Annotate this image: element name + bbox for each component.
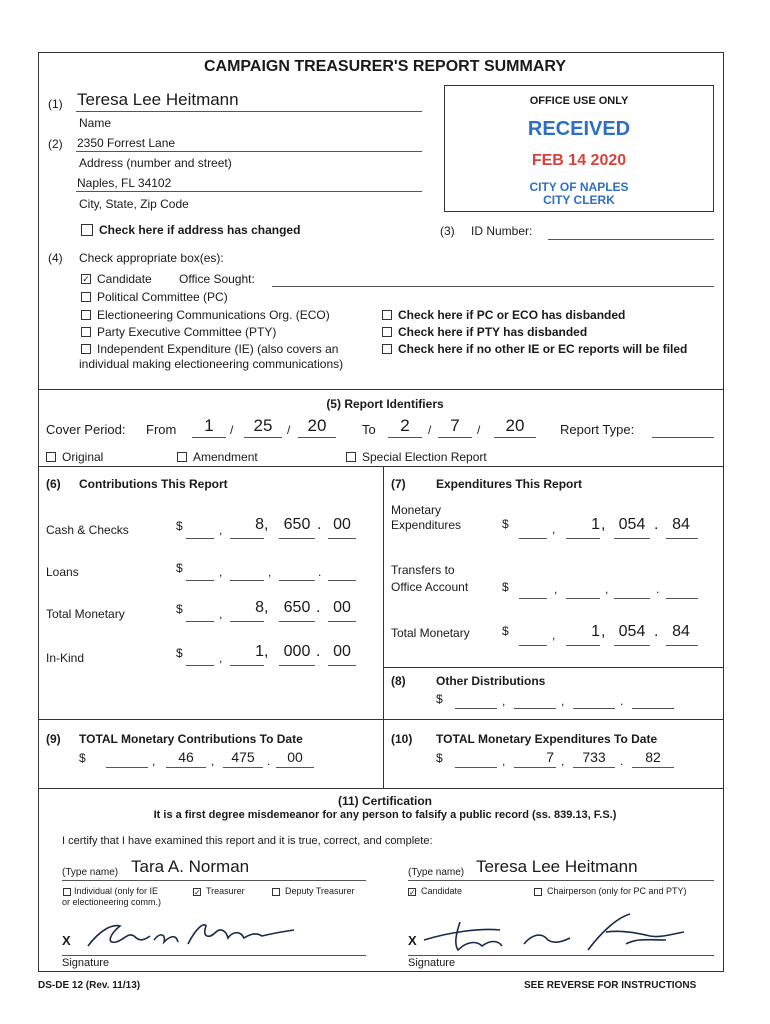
loans-dot: . <box>318 565 322 579</box>
transfers-units-line[interactable] <box>614 598 650 599</box>
cash-cents[interactable]: 00 <box>333 516 351 533</box>
section-2-number: (2) <box>48 137 63 151</box>
individual-label-1: Individual (only for IE <box>74 886 159 896</box>
address-line <box>76 151 422 152</box>
other-dist-currency: $ <box>436 692 443 706</box>
name-label: Name <box>79 116 112 130</box>
pc-eco-disbanded-label: Check here if PC or ECO has disbanded <box>398 308 626 322</box>
inkind-currency: $ <box>176 646 183 660</box>
right-name-line <box>408 880 714 881</box>
candidate-signature <box>420 910 710 958</box>
pc-checkbox[interactable] <box>81 292 91 302</box>
to-day-line <box>438 437 472 438</box>
loans-thousands-line[interactable] <box>230 580 264 581</box>
other-distributions-heading: Other Distributions <box>436 674 546 688</box>
left-signature-line[interactable] <box>62 955 366 956</box>
exp-total-millions-line[interactable] <box>519 645 547 646</box>
from-year[interactable]: 20 <box>307 416 327 435</box>
report-type-label: Report Type: <box>560 422 635 437</box>
left-name-line <box>62 880 366 881</box>
expenditures-heading: Expenditures This Report <box>436 477 583 491</box>
from-year-line <box>298 437 336 438</box>
treasurer-signature <box>80 912 320 958</box>
deputy-treasurer-checkbox[interactable] <box>272 888 280 896</box>
left-signature-x: X <box>62 933 71 948</box>
to-label: To <box>362 422 376 437</box>
city-line <box>76 191 422 192</box>
from-label: From <box>146 422 177 437</box>
contributions-heading: Contributions This Report <box>79 477 228 491</box>
exp-total-cents[interactable]: 84 <box>672 623 690 640</box>
divider-section-9 <box>38 719 724 720</box>
cash-comma: , <box>219 523 223 537</box>
no-other-ie-checkbox[interactable] <box>382 344 392 354</box>
section-6-number: (6) <box>46 477 61 491</box>
contrib-total-currency: $ <box>176 602 183 616</box>
exp-total-thousands-line <box>566 645 600 646</box>
to-slash-1: / <box>428 423 432 437</box>
total-exp-currency: $ <box>436 751 443 765</box>
stamp-received: RECEIVED <box>527 118 631 140</box>
total-contrib-dot: . <box>267 754 271 768</box>
from-day[interactable]: 25 <box>253 416 273 435</box>
total-contrib-units[interactable]: 475 <box>231 749 255 765</box>
from-month[interactable]: 1 <box>204 416 214 435</box>
inkind-millions-line[interactable] <box>186 665 214 666</box>
name-value[interactable]: Teresa Lee Heitmann <box>77 90 239 109</box>
section-8-number: (8) <box>391 674 406 688</box>
deputy-treasurer-label: Deputy Treasurer <box>285 886 355 896</box>
exp-cents[interactable]: 84 <box>672 516 690 533</box>
other-dist-comma: , <box>502 694 506 708</box>
office-sought-label: Office Sought: <box>179 272 255 286</box>
cash-dot: . <box>317 516 322 533</box>
original-label: Original <box>62 450 104 464</box>
exp-currency: $ <box>502 517 509 531</box>
exp-total-label: Total Monetary <box>391 626 470 640</box>
exp-total-comma: , <box>552 628 556 642</box>
exp-total-units-line <box>614 645 650 646</box>
treasurer-name[interactable]: Tara A. Norman <box>131 857 250 876</box>
check-boxes-label: Check appropriate box(es): <box>79 251 224 265</box>
ie-label-line2: individual making electioneering communications) <box>79 357 344 371</box>
candidate-name[interactable]: Teresa Lee Heitmann <box>476 857 638 876</box>
exp-thousands[interactable]: 1 <box>591 516 600 533</box>
exp-units[interactable]: 054 <box>618 516 646 533</box>
individual-label-2: or electioneering comm.) <box>62 897 162 907</box>
to-month[interactable]: 2 <box>400 416 410 435</box>
cash-currency: $ <box>176 519 183 533</box>
report-type-field[interactable] <box>652 437 714 438</box>
exp-total-cents-line <box>666 645 698 646</box>
transfers-label-2: Office Account <box>391 580 469 594</box>
address-changed-label: Check here if address has changed <box>99 223 301 237</box>
inkind-thousands-line <box>230 665 264 666</box>
individual-checkbox[interactable] <box>63 888 71 896</box>
certification-heading: (11) Certification <box>337 794 433 808</box>
contrib-total-thousands-line <box>230 621 264 622</box>
ie-label-line1: Independent Expenditure (IE) (also covers an <box>97 342 339 356</box>
pty-disbanded-checkbox[interactable] <box>382 327 392 337</box>
id-number-field[interactable] <box>548 239 714 240</box>
divider-section-6 <box>38 466 724 467</box>
contrib-total-units[interactable]: 650 <box>283 599 311 616</box>
exp-total-comma-2: , <box>601 623 606 640</box>
left-type-name-label: (Type name) <box>62 867 119 878</box>
total-exp-cents[interactable]: 82 <box>645 749 661 765</box>
total-contrib-cents[interactable]: 00 <box>287 749 303 765</box>
loans-label: Loans <box>46 565 79 579</box>
exp-total-thousands[interactable]: 1 <box>591 623 600 640</box>
cash-units-line <box>279 538 315 539</box>
cash-comma-2: , <box>264 516 269 533</box>
total-exp-thousands[interactable]: 7 <box>546 749 554 765</box>
total-exp-units-line <box>573 767 615 768</box>
total-exp-thousands-line <box>514 767 556 768</box>
total-contrib-thousands[interactable]: 46 <box>178 749 194 765</box>
to-month-line <box>388 437 422 438</box>
total-exp-millions-line[interactable] <box>455 767 497 768</box>
loans-comma: , <box>219 565 223 579</box>
id-number-label: ID Number: <box>471 224 533 238</box>
amendment-checkbox[interactable] <box>177 452 187 462</box>
to-year-line <box>494 437 536 438</box>
section-7-number: (7) <box>391 477 406 491</box>
pty-disbanded-label: Check here if PTY has disbanded <box>398 325 588 339</box>
address-value[interactable]: 2350 Forrest Lane <box>77 136 176 150</box>
section-10-number: (10) <box>391 732 413 746</box>
contrib-total-comma: , <box>219 607 223 621</box>
exp-comma-2: , <box>601 516 606 533</box>
loans-units-line[interactable] <box>279 580 315 581</box>
other-dist-comma-2: , <box>561 694 565 708</box>
total-contrib-thousands-line <box>166 767 206 768</box>
loans-currency: $ <box>176 561 183 575</box>
inkind-thousands[interactable]: 1 <box>255 643 264 660</box>
to-day[interactable]: 7 <box>450 416 460 435</box>
loans-millions-line[interactable] <box>186 580 214 581</box>
right-type-name-label: (Type name) <box>408 867 465 878</box>
exp-units-line <box>614 538 650 539</box>
candidate-label: Candidate <box>97 272 152 286</box>
inkind-comma-2: , <box>264 643 269 660</box>
from-month-line <box>192 437 226 438</box>
total-contrib-comma-2: , <box>211 754 215 768</box>
cover-period-label: Cover Period: <box>46 422 126 437</box>
total-contrib-units-line <box>223 767 263 768</box>
stamp-city: CITY OF NAPLES <box>529 180 629 194</box>
city-value[interactable]: Naples, FL 34102 <box>77 176 172 190</box>
inkind-units[interactable]: 000 <box>283 643 311 660</box>
cash-thousands-line <box>230 538 264 539</box>
sig-candidate-checkbox[interactable]: ✓ <box>409 888 416 897</box>
office-use-heading: OFFICE USE ONLY <box>529 95 629 107</box>
to-year[interactable]: 20 <box>505 416 525 435</box>
other-dist-thousands-line[interactable] <box>514 708 556 709</box>
contrib-total-dot: . <box>316 599 321 616</box>
form-id: DS-DE 12 (Rev. 11/13) <box>38 980 141 991</box>
right-signature-x: X <box>408 933 417 948</box>
total-exp-comma-2: , <box>561 754 565 768</box>
section-4-number: (4) <box>48 251 63 265</box>
transfers-comma: , <box>554 582 558 596</box>
contrib-total-thousands[interactable]: 8 <box>255 599 264 616</box>
stamp-date: FEB 14 2020 <box>531 152 627 169</box>
from-slash-1: / <box>230 423 234 437</box>
pty-checkbox[interactable] <box>81 327 91 337</box>
exp-cents-line <box>666 538 698 539</box>
address-changed-checkbox[interactable] <box>81 224 93 236</box>
amendment-label: Amendment <box>193 450 258 464</box>
cash-millions-line[interactable] <box>186 538 214 539</box>
right-signature-label: Signature <box>408 957 456 969</box>
cash-units[interactable]: 650 <box>283 516 311 533</box>
total-contributions-heading: TOTAL Monetary Contributions To Date <box>79 732 303 746</box>
contrib-total-millions-line[interactable] <box>186 621 214 622</box>
contrib-total-units-line <box>279 621 315 622</box>
special-election-checkbox[interactable] <box>346 452 356 462</box>
inkind-comma: , <box>219 651 223 665</box>
exp-millions-line[interactable] <box>519 538 547 539</box>
monetary-exp-label-2: Expenditures <box>391 518 462 532</box>
section-3-number: (3) <box>440 224 455 238</box>
to-slash-2: / <box>477 423 481 437</box>
form-title: CAMPAIGN TREASURER'S REPORT SUMMARY <box>203 58 567 75</box>
report-identifiers-heading: (5) Report Identifiers <box>326 397 444 411</box>
total-exp-comma: , <box>502 754 506 768</box>
section-1-number: (1) <box>48 97 63 111</box>
transfers-label-1: Transfers to <box>391 563 455 577</box>
left-signature-label: Signature <box>62 957 110 969</box>
certification-warning: It is a first degree misdemeanor for any person to falsify a public record (ss. 839.13, F.S.) <box>153 809 617 821</box>
transfers-thousands-line[interactable] <box>566 598 600 599</box>
ie-checkbox[interactable] <box>81 344 91 354</box>
contrib-total-cents-line <box>328 621 356 622</box>
office-sought-field[interactable] <box>272 286 714 287</box>
total-contrib-millions-line[interactable] <box>106 767 148 768</box>
name-line <box>76 111 422 112</box>
inkind-label: In-Kind <box>46 651 85 665</box>
pc-label: Political Committee (PC) <box>97 290 228 304</box>
divider-section-8 <box>383 667 724 668</box>
divider-section-11 <box>38 788 724 789</box>
total-contrib-cents-line <box>276 767 314 768</box>
right-signature-line[interactable] <box>408 955 714 956</box>
total-contrib-comma: , <box>152 754 156 768</box>
candidate-checkbox[interactable]: ✓ <box>82 274 90 284</box>
treasurer-checkbox[interactable]: ✓ <box>194 888 201 897</box>
eco-checkbox[interactable] <box>81 310 91 320</box>
no-other-ie-label: Check here if no other IE or EC reports will be filed <box>398 342 688 356</box>
special-election-label: Special Election Report <box>362 450 487 464</box>
loans-cents-line[interactable] <box>328 580 356 581</box>
other-dist-dot: . <box>620 694 624 708</box>
transfers-cents-line[interactable] <box>666 598 698 599</box>
transfers-millions-line[interactable] <box>519 598 547 599</box>
eco-label: Electioneering Communications Org. (ECO) <box>97 308 330 322</box>
total-exp-dot: . <box>620 754 624 768</box>
contrib-total-comma-2: , <box>264 599 269 616</box>
other-dist-millions-line[interactable] <box>455 708 497 709</box>
divider-section-5 <box>38 389 724 390</box>
cash-cents-line <box>328 538 356 539</box>
see-reverse-instructions: SEE REVERSE FOR INSTRUCTIONS <box>524 980 697 991</box>
certification-statement: I certify that I have examined this report and it is true, correct, and complete: <box>62 835 433 847</box>
exp-total-units[interactable]: 054 <box>618 623 646 640</box>
loans-comma-2: , <box>268 565 272 579</box>
transfers-currency: $ <box>502 580 509 594</box>
inkind-cents[interactable]: 00 <box>333 643 351 660</box>
city-label: City, State, Zip Code <box>79 197 189 211</box>
pc-eco-disbanded-checkbox[interactable] <box>382 310 392 320</box>
total-exp-cents-line <box>632 767 674 768</box>
original-checkbox[interactable] <box>46 452 56 462</box>
inkind-dot: . <box>316 643 321 660</box>
inkind-units-line <box>279 665 315 666</box>
stamp-clerk: CITY CLERK <box>543 193 615 207</box>
exp-comma: , <box>552 522 556 536</box>
sig-candidate-label: Candidate <box>421 886 463 896</box>
other-dist-cents-line[interactable] <box>632 708 674 709</box>
divider-vertical-6-10 <box>383 466 384 788</box>
total-expenditures-heading: TOTAL Monetary Expenditures To Date <box>436 732 658 746</box>
treasurer-label: Treasurer <box>206 886 245 896</box>
pty-label: Party Executive Committee (PTY) <box>97 325 277 339</box>
other-dist-units-line[interactable] <box>573 708 615 709</box>
contrib-total-label: Total Monetary <box>46 607 125 621</box>
total-exp-units[interactable]: 733 <box>582 749 606 765</box>
contrib-total-cents[interactable]: 00 <box>333 599 351 616</box>
exp-thousands-line <box>566 538 600 539</box>
exp-total-currency: $ <box>502 624 509 638</box>
chairperson-label: Chairperson (only for PC and PTY) <box>547 886 687 896</box>
inkind-cents-line <box>328 665 356 666</box>
cash-checks-label: Cash & Checks <box>46 523 129 537</box>
cash-thousands[interactable]: 8 <box>255 516 264 533</box>
exp-dot: . <box>654 516 659 533</box>
address-label: Address (number and street) <box>79 156 232 170</box>
transfers-dot: . <box>656 582 660 596</box>
section-9-number: (9) <box>46 732 61 746</box>
exp-total-dot: . <box>654 623 659 640</box>
monetary-exp-label-1: Monetary <box>391 503 442 517</box>
transfers-comma-2: , <box>605 582 609 596</box>
from-slash-2: / <box>287 423 291 437</box>
from-day-line <box>244 437 282 438</box>
total-contrib-currency: $ <box>79 751 86 765</box>
chairperson-checkbox[interactable] <box>534 888 542 896</box>
